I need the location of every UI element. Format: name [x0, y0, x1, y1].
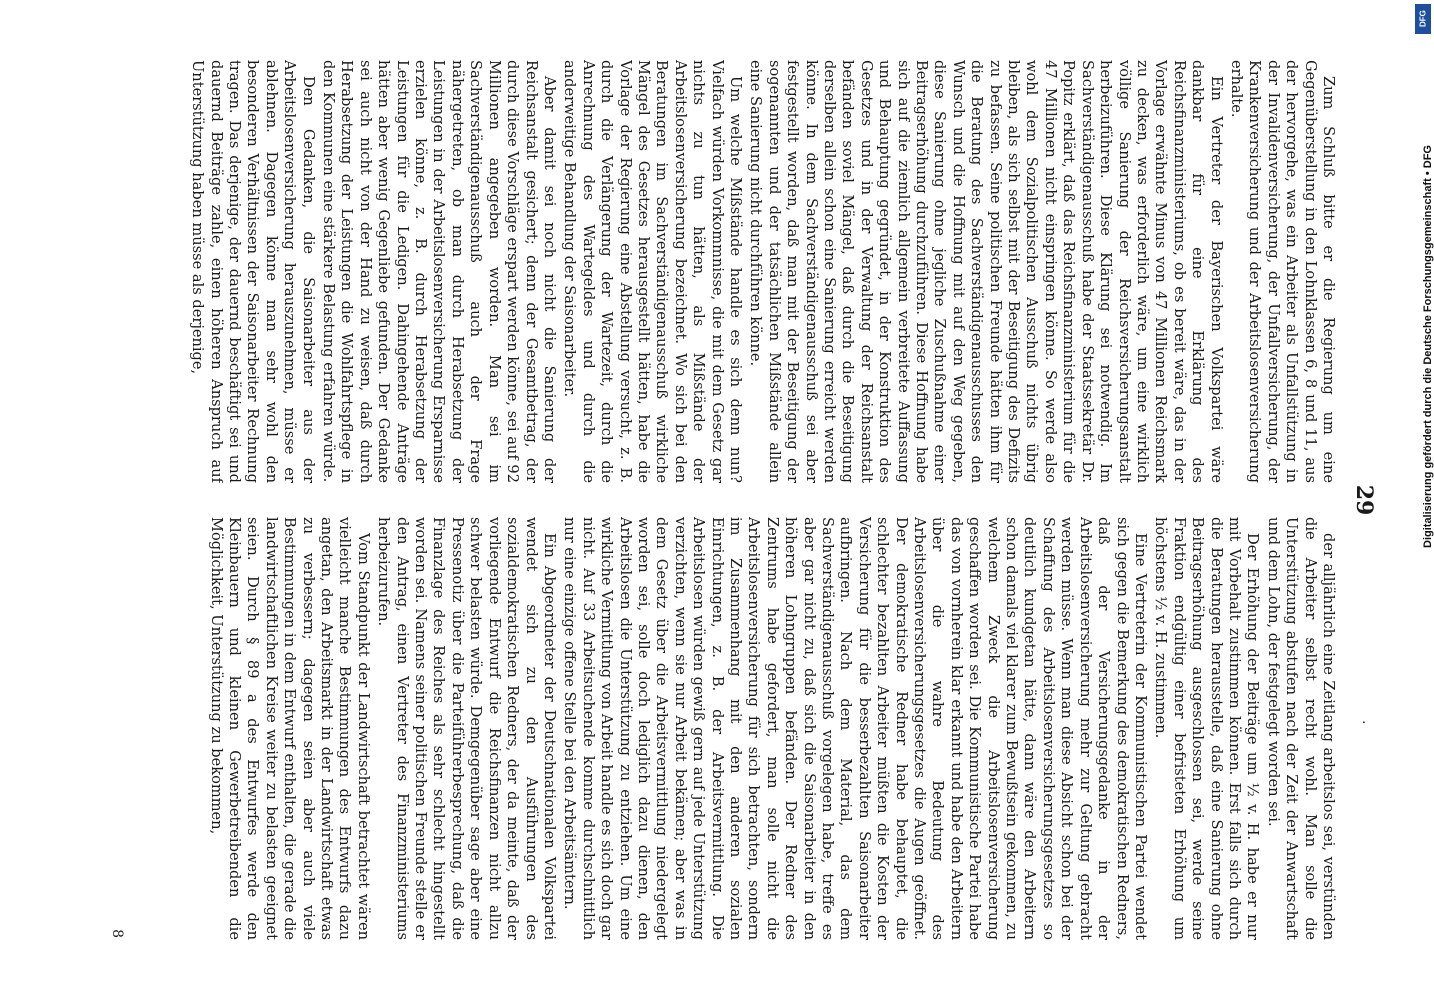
paragraph: Ein Vertreter der Bayerischen Volkspartei wäre dankbar für eine Erklärung des Reichsfinanzministeriums, ob es bereit wäre, das in der Vorlage erwähnte Minus von 47 Millionen Reichsmark zu decken, was erforderlich wäre, um eine wirklich völlige Sanierung der Reichsversicherungsanstalt herbeizuführen. Diese Klärung sei notwendig. Im Sachverständigenausschuß habe der Staatssekretär Dr. Popitz erklärt, daß das Reichsfinanzministerium für die 47 Millionen nicht einspringen könne. So werde also wohl dem Sozialpolitischen Ausschuß nichts übrig bleiben, als sich selbst mit der Beseitigung des Defizits zu befassen. Seine politischen Freunde hätten ihm für die Beratung des Sachverständigenausschusses den Wunsch und die Hoffnung mit auf den Weg gegeben, diese Sanierung ohne jegliche Zuschußnahme einer Beitragserhöhung durchzuführen. Diese Hoffnung habe sich auf die ziemlich allgemein verbreitete Auffassung und Behauptung gegründet, in der Konstruktion des Gesetzes und in der Verwaltung der Reichsanstalt befänden soviel Mängel, daß durch die Beseitigung derselben allein schon eine Sanierung erreicht werden könne. In dem Sachverständigenausschuß sei aber festgestellt worden, daß man mit der Beseitigung der sogenannten und der tatsächlichen Mißstände allein eine Sanierung nicht durchführen könne.: [747, 60, 1225, 483]
paragraph: Zum Schluß bitte er die Regierung um eine Gegenüberstellung in den Lohnklassen 6, 8 und 11, aus der hervorgehe, was ein Arbeiter als Unfallstützung in der Invalidenversicherung, der Unfallversicherung, der Krankenversicherung und der Arbeitslosenversicherung erhalte.: [1227, 60, 1337, 483]
paragraph: Um welche Mißstände handle es sich denn nun? Vielfach würden Vorkommnisse, die mit dem Gesetz gar nichts zu tun hätten, als Mißstände der Arbeitslosenversicherung bezeichnet. Wo sich bei den Beratungen im Sachverständigenausschuß wirkliche Mängel des Gesetzes herausgestellt hätten, habe die Vorlage der Regierung eine Abstellung versucht, z. B. durch die Verlängerung der Wartezeit, durch die Anrechnung des Wartegeldes und durch die anderweitige Behandlung der Saisonarbeiter.: [561, 60, 744, 483]
paragraph: Ein Abgeordneter der Deutschnationalen Volkspartei wendet sich zu den Ausführungen des sozialdemokratischen Redners, der da meinte, daß der vorliegende Entwurf die Reichsfinanzen nicht allzu schwer belasten würde. Demgegenüber sage aber eine Pressenotiz über die Parteiführerbesprechung, daß die Finanzlage des Reiches als sehr schlecht hingestellt worden sei. Namens seiner politischen Freunde stelle er den Antrag, einen Vertreter des Finanzministeriums herbeizurufen.: [375, 517, 558, 940]
sheet-signature: 8: [109, 929, 125, 938]
dfg-logo: DFG: [1415, 4, 1431, 34]
text-columns: [135, 60, 1337, 940]
paragraph: Den Gedanken, die Saisonarbeiter aus der Arbeitslosenversicherung herauszunehmen, müsse er ablehnen. Dagegen könne man sehr wohl den besonderen Verhältnissen der Saisonarbeiter Rechnung tragen. Das derjenige, der dauernd beschäftigt sei und dauernd Beiträge zahle, einen höheren Anspruch auf Unterstützung haben müsse als derjenige,: [189, 60, 317, 483]
right-column: [135, 517, 1337, 940]
digitization-sidebar: [1405, 0, 1434, 1000]
page-number: 29: [1351, 484, 1377, 516]
left-column: [135, 60, 1337, 483]
paragraph: Der Erhöhung der Beiträge um ½ v. H. habe er nur mit Vorbehalt zustimmen können. Erst falls sich durch die Beratungen herausstelle, daß eine Sanierung ohne Beitragserhöhung ausgeschlossen sei, werde seine Fraktion endgültig einer befristeten Erhöhung um höchstens ½ v. H. zustimmen.: [1152, 517, 1262, 940]
paragraph: der alljährlich eine Zeitlang arbeitslos sei, verstünden die Arbeiter selbst recht wohl. Man solle die Unterstützung abstufen nach der Zeit der Anwartschaft und dem Lohn, der festgelegt worden sei.: [1264, 517, 1337, 940]
paragraph: Vom Standpunkt der Landwirtschaft betrachtet wären vielleicht manche Bestimmungen des Entwurfs dazu angetan, den Arbeitsmarkt in der Landwirtschaft etwas zu verbessern; dagegen seien aber auch viele Bestimmungen in dem Entwurf enthalten, die gerade die landwirtschaftlichen Kreise weiter zu belasten geeignet seien. Durch § 89 a des Entwurfes werde den Kleinbauern und kleinen Gewerbetreibenden die Möglichkeit, Unterstützung zu bekommen,: [207, 517, 372, 940]
paragraph: Eine Vertreterin der Kommunistischen Partei wendet sich gegen die Bemerkung des demokratischen Redners, daß der Versicherungsgedanke in der Arbeitslosenversicherung mehr zur Geltung gebracht werden müsse. Wenn man diese Absicht schon bei der Schaffung des Arbeitslosenversicherungsgesetzes so deutlich kundgetan hätte, dann wäre den Arbeitern schon damals viel klarer zum Bewußtsein gekommen, zu welchem Zweck die Arbeitslosenversicherung geschaffen worden sei. Die Kommunistische Partei habe das von vornherein klar erkannt und habe den Arbeitern über die wahre Bedeutung des Arbeitslosenversicherungsgesetzes die Augen geöffnet. Der demokratische Redner habe behauptet, die schlechter bezahlten Arbeiter müßten die Kosten der Versicherung für die besserbezahlten Saisonarbeiter aufbringen. Nach dem Material, das dem Sachverständigenausschuß vorgelegen habe, treffe es aber gar nicht zu, daß sich die Saisonarbeiter in den höheren Lohngruppen befänden. Der Redner des Zentrums habe gefordert, man solle nicht die Arbeitslosenversicherung für sich betrachten, sondern im Zusammenhang mit den anderen sozialen Einrichtungen, z. B. der Arbeitsvermittlung. Die Arbeitslosen würden gewiß gern auf jede Unterstützung verzichten, wenn sie nur Arbeit bekämen; aber was in dem Gesetz über die Arbeitsvermittlung niedergelegt worden sei, solle doch lediglich dazu dienen, den Arbeitslosen die Unterstützung zu entziehen. Um eine wirkliche Vermittlung von Arbeit handle es sich doch gar nicht. Auf 33 Arbeitsuchende komme durchschnittlich nur eine einzige offene Stelle bei den Arbeitsämtern.: [561, 517, 1149, 940]
digitization-credit: Digitalisierung gefördert durch die Deutsche Forschungsgemeinschaft • DFG: [1422, 145, 1434, 548]
page-dot-mark: .: [1359, 720, 1375, 725]
rotated-document-page: [95, 0, 1385, 1000]
paragraph: Aber damit sei noch nicht die Sanierung der Reichsanstalt gesichert; denn der Gesamtbetrag, der durch diese Vorschläge erspart werden könne, sei auf 92 Millionen angegeben worden. Man sei im Sachverständigenausschuß auch der Frage nähergetreten, ob man durch Herabsetzung der Leistungen in der Arbeitslosenversicherung Ersparnisse erzielen könne, z. B. durch Herabsetzung der Leistungen für die Ledigen. Dahingehende Anträge hätten aber wenig Gegenliebe gefunden. Der Gedanke sei auch nicht von der Hand zu weisen, daß durch Herabsetzung der Leistungen die Wohlfahrtspflege in den Kommunen eine stärkere Belastung erfahren würde.: [320, 60, 558, 483]
